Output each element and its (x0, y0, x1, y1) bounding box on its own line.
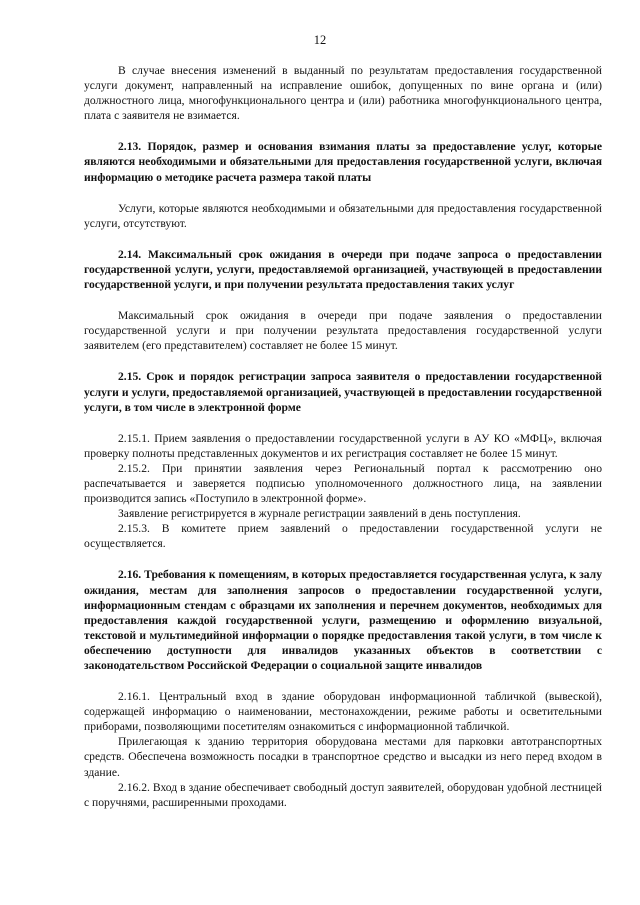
paragraph: Максимальный срок ожидания в очереди при подаче заявления о предоставлении государственной услуги и при получении результата предоставления государственной услуги заявителем (его представителем) составляет не более 15 минут. (84, 309, 602, 353)
paragraph: В случае внесения изменений в выданный по результатам предоставления государственной услуги документ, направленный на исправление ошибок, допущенных по вине органа и (или) должностного лица, многофункционального центра и (или) работника многофункционального центра, плата с заявителя не взимается. (84, 64, 602, 123)
paragraph: 2.15.1. Прием заявления о предоставлении государственной услуги в АУ КО «МФЦ», включая проверку полноты представленных документов и их регистрация составляет не более 15 минут. (84, 431, 602, 460)
paragraph: 2.15.3. В комитете прием заявлений о предоставлении государственной услуги не осуществляется. (84, 522, 602, 551)
section-heading: 2.15. Срок и порядок регистрации запроса заявителя о предоставлении государственной услуги и услуги, предоставляемой организацией, участвующей в предоставлении государственной услуги, в том числе в электронной форме (84, 370, 602, 414)
paragraph: Услуги, которые являются необходимыми и обязательными для предоставления государственной услуги, отсутствуют. (84, 201, 602, 230)
page-content (84, 63, 602, 810)
paragraph: 2.16.2. Вход в здание обеспечивает свободный доступ заявителей, оборудован удобной лестницей с поручнями, расширенными проходами. (84, 780, 602, 809)
page-number: 12 (313, 33, 327, 47)
section-heading: 2.14. Максимальный срок ожидания в очереди при подаче запроса о предоставлении государственной услуги, услуги, предоставляемой организацией, участвующей в предоставлении государственной услуги, и при получении результата предоставления таких услуг (84, 247, 602, 292)
section-heading: 2.13. Порядок, размер и основания взимания платы за предоставление услуг, которые являются необходимыми и обязательными для предоставления государственной услуги, включая информацию о методике расчета размера такой платы (84, 140, 602, 184)
section-heading: 2.16. Требования к помещениям, в которых предоставляется государственная услуга, к залу ожидания, местам для заполнения запросов о предоставлении государственной услуги, информационным стендам с образцами их заполнения и перечнем документов, необходимых для предоставления каждой государственной услуги, размещению и оформлению визуальной, текстовой и мультимедийной информации о порядке предоставления такой услуги, в том числе к обеспечению доступности для инвалидов указанных объектов в соответствии с законодательством Российской Федерации о социальной защите инвалидов (84, 568, 602, 672)
paragraph: 2.16.1. Центральный вход в здание оборудован информационной табличкой (вывеской), содержащей информацию о наименовании, местонахождении, режиме работы и осветительными приборами, позволяющими посетителям ознакомиться с информационной табличкой. (84, 690, 602, 734)
paragraph: Заявление регистрируется в журнале регистрации заявлений в день поступления. (118, 507, 521, 521)
paragraph: Прилегающая к зданию территория оборудована местами для парковки автотранспортных средств. Обеспечена возможность посадки в транспортное средство и высадки из него перед входом в здание. (84, 735, 602, 779)
paragraph: 2.15.2. При принятии заявления через Региональный портал к рассмотрению оно распечатывается и заверяется подписью уполномоченного должностного лица, на заявлении производится запись «Поступило в электронной форме». (84, 461, 602, 506)
